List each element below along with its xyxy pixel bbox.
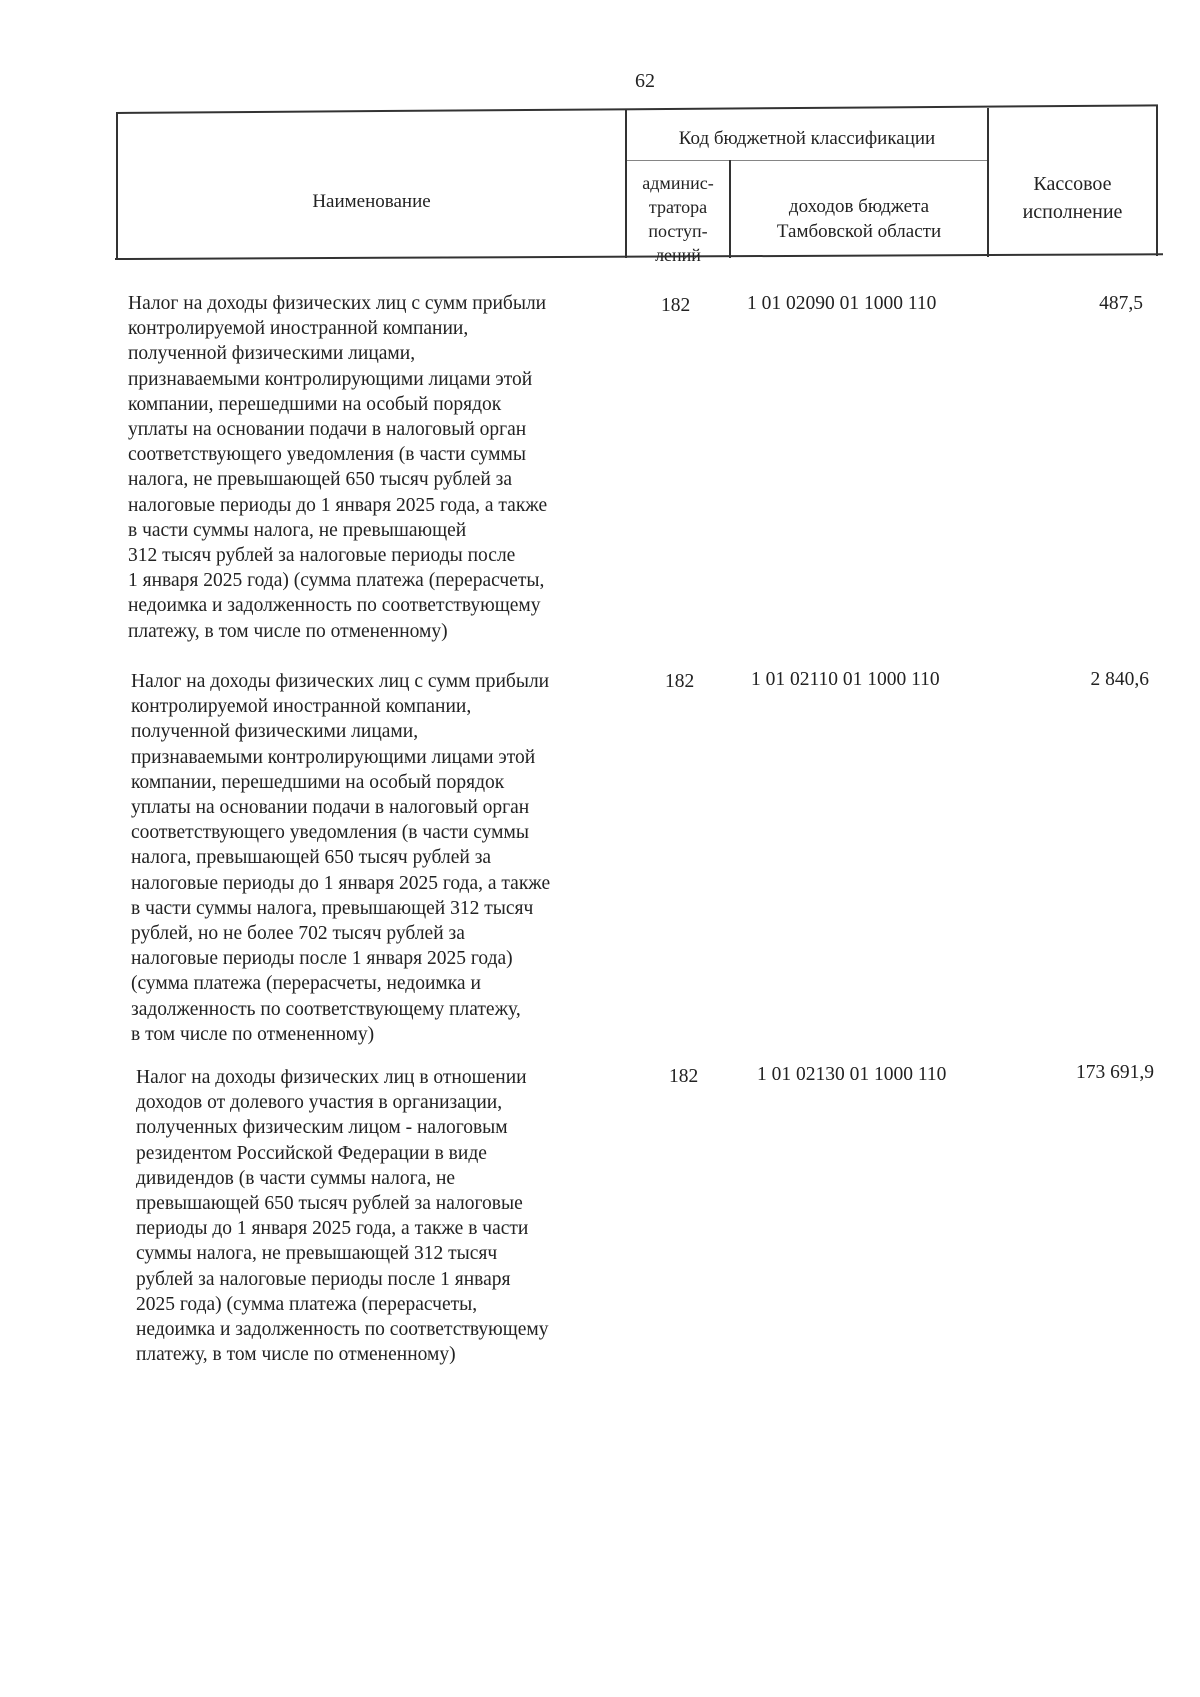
- row-admin-code: 182: [669, 1066, 699, 1087]
- row-name: [128, 291, 547, 644]
- row-name-line: недоимка и задолженность по соответствующему: [128, 595, 541, 617]
- row-name-line: 312 тысяч рублей за налоговые периоды после: [128, 545, 516, 567]
- header-left-border: [116, 113, 118, 259]
- row-name-line: рублей за налоговые периоды после 1 января: [136, 1268, 511, 1290]
- row-income-code: 1 01 02110 01 1000 110: [751, 669, 940, 690]
- header-admin-line: тратора: [648, 197, 708, 217]
- row-name-line: уплаты на основании подачи в налоговый орган: [131, 797, 530, 819]
- row-income-code: 1 01 02090 01 1000 110: [747, 293, 937, 314]
- row-name-line: соответствующего уведомления (в части суммы: [128, 444, 526, 466]
- row-name-line: полученной физическими лицами,: [128, 343, 416, 365]
- row-name-line: налога, не превышающей 650 тысяч рублей за: [128, 469, 513, 491]
- row-name-line: доходов от долевого участия в организации,: [136, 1092, 503, 1114]
- row-name-line: Налог на доходы физических лиц с сумм прибыли: [128, 293, 547, 314]
- row-name-line: недоимка и задолженность по соответствующему: [136, 1319, 549, 1341]
- row-name-line: 1 января 2025 года) (сумма платежа (перерасчеты,: [128, 570, 545, 592]
- row-name-line: признаваемыми контролирующими лицами этой: [128, 368, 533, 390]
- row-name-line: платежу, в том числе по отмененному): [136, 1344, 456, 1366]
- row-name-line: налоговые периоды до 1 января 2025 года, а также: [128, 494, 548, 516]
- row-name-line: соответствующего уведомления (в части суммы: [131, 822, 529, 844]
- header-income-line: доходов бюджета: [788, 196, 930, 217]
- row-name-line: признаваемыми контролирующими лицами этой: [131, 746, 536, 768]
- row-name-line: превышающей 650 тысяч рублей за налоговые: [136, 1193, 523, 1215]
- row-name-line: компании, перешедшими на особый порядок: [128, 393, 502, 415]
- row-name-line: дивидендов (в части суммы налога, не: [136, 1167, 456, 1189]
- row-name-line: контролируемой иностранной компании,: [131, 696, 472, 718]
- row-admin-code: 182: [665, 671, 695, 692]
- row-name-line: резидентом Российской Федерации в виде: [136, 1142, 487, 1164]
- header-execution-line: исполнение: [1022, 201, 1123, 223]
- row-name-line: 2025 года) (сумма платежа (перерасчеты,: [136, 1293, 478, 1315]
- row-amount: 2 840,6: [1090, 669, 1149, 690]
- row-name-line: в части суммы налога, превышающей 312 тысяч: [131, 897, 534, 919]
- row-name-line: налоговые периоды после 1 января 2025 года): [131, 948, 513, 970]
- header-income-line: Тамбовской области: [776, 221, 942, 242]
- page-number: 62: [635, 70, 655, 92]
- header-code-underline: [625, 160, 987, 161]
- row-name: [136, 1065, 549, 1367]
- row-name-line: Налог на доходы физических лиц в отношении: [136, 1067, 527, 1088]
- header-execution: [989, 170, 1156, 226]
- row-name-line: рублей, но не более 702 тысяч рублей за: [131, 923, 465, 945]
- row-amount: 173 691,9: [1076, 1062, 1154, 1083]
- header-top-border: [116, 104, 1158, 113]
- row-name: [131, 669, 550, 1047]
- row-name-line: контролируемой иностранной компании,: [128, 318, 469, 340]
- row-name-line: (сумма платежа (перерасчеты, недоимка и: [131, 973, 481, 995]
- row-name-line: уплаты на основании подачи в налоговый орган: [128, 419, 527, 441]
- header-right-border: [1156, 105, 1158, 256]
- row-name-line: налоговые периоды до 1 января 2025 года, а также: [131, 872, 551, 894]
- header-income: [731, 194, 987, 244]
- row-name-line: налога, превышающей 650 тысяч рублей за: [131, 847, 492, 869]
- header-admin-line: поступ-: [648, 221, 708, 241]
- row-name-line: платежу, в том числе по отмененному): [128, 620, 448, 642]
- row-name-line: компании, перешедшими на особый порядок: [131, 771, 505, 793]
- row-name-line: в том числе по отмененному): [131, 1023, 375, 1045]
- row-amount: 487,5: [1099, 293, 1143, 314]
- header-admin-line: лений: [655, 245, 701, 265]
- row-income-code: 1 01 02130 01 1000 110: [757, 1064, 947, 1085]
- header-admin-line: админис-: [642, 173, 714, 193]
- row-admin-code: 182: [661, 295, 691, 316]
- row-name-line: задолженность по соответствующему платежу,: [131, 998, 521, 1020]
- row-name-line: в части суммы налога, не превышающей: [128, 519, 467, 541]
- header-code-group: Код бюджетной классификации: [678, 128, 936, 149]
- row-name-line: суммы налога, не превышающей 312 тысяч: [136, 1243, 498, 1265]
- header-admin: [627, 171, 729, 267]
- row-name-line: периоды до 1 января 2025 года, а также в части: [136, 1218, 529, 1240]
- header-execution-line: Кассовое: [1033, 173, 1112, 195]
- header-name: Наименование: [312, 191, 431, 212]
- row-name-line: полученной физическими лицами,: [131, 721, 419, 743]
- row-name-line: полученных физическим лицом - налоговым: [136, 1117, 508, 1139]
- row-name-line: Налог на доходы физических лиц с сумм прибыли: [131, 671, 550, 692]
